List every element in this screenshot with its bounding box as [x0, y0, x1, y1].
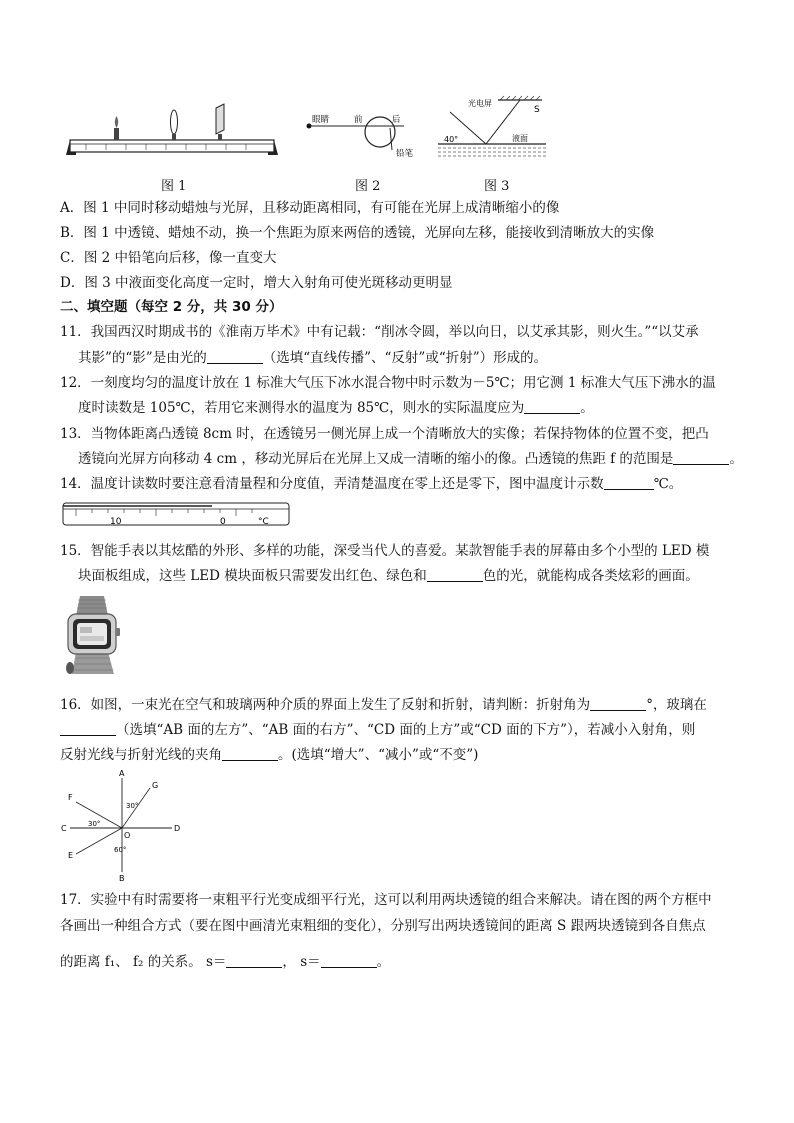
q17-line-1: 17．实验中有时需要将一束粗平行光变成细平行光，这可以利用两块透镜的组合来解决。请在图的两个方框中 — [60, 892, 712, 908]
q17-line-3 — [60, 952, 390, 972]
label-a: A — [119, 769, 125, 778]
q17-blank-1[interactable] — [226, 953, 282, 968]
q14-blank[interactable] — [604, 475, 654, 490]
label-b: B — [119, 874, 125, 882]
scale-label-10: 10 — [110, 517, 122, 527]
q15-blank[interactable] — [427, 567, 483, 582]
q11-line-1: 11．我国西汉时期成书的《淮南万毕术》中有记载：“削冰令圆，举以向日，以艾承其影，则火生。”“以艾承 — [60, 324, 699, 340]
figure-2-pencil-diagram — [300, 112, 430, 160]
q11-text-a: 其影”的“影”是由光的 — [78, 350, 207, 366]
label-s: S — [534, 105, 540, 115]
q17-text-b: ， s＝ — [282, 954, 321, 970]
scale-label-0: 0 — [220, 517, 226, 527]
figure-1-caption: 图 1 — [161, 179, 187, 194]
label-liquid: 液面 — [512, 134, 528, 143]
q16-line-3 — [60, 745, 478, 765]
label-g: G — [152, 781, 159, 790]
q16-blank-1[interactable] — [590, 696, 646, 711]
section-2-title: 二、填空题（每空 2 分，共 30 分） — [60, 299, 283, 315]
q15-line-1: 15．智能手表以其炫酷的外形、多样的功能，深受当代人的喜爱。某款智能手表的屏幕由多个小型的 LED 模 — [60, 543, 710, 559]
q17-blank-2[interactable] — [321, 953, 377, 968]
q13-blank[interactable] — [673, 450, 729, 465]
q13-line-1: 13．当物体距离凸透镜 8cm 时，在透镜另一侧光屏上成一个清晰放大的实像；若保持物体的位置不变，把凸 — [60, 426, 709, 442]
angle-30-left: 30° — [88, 820, 101, 828]
q11-blank[interactable] — [207, 349, 263, 364]
option-b: B．图 1 中透镜、蜡烛不动，换一个焦距为原来两倍的透镜，光屏向左移，能接收到清晰放大的实像 — [60, 225, 655, 241]
label-f: F — [68, 793, 73, 802]
q14-thermometer — [62, 500, 290, 528]
figure-3-caption: 图 3 — [484, 179, 510, 194]
label-front: 前 — [354, 115, 363, 125]
q17-line-2: 各画出一种组合方式（要在图中画清光束粗细的变化），分别写出两块透镜间的距离 S 跟两块透镜到各自焦点 — [60, 918, 706, 934]
q16-reflection-refraction-diagram — [58, 768, 184, 882]
q13-text-a: 透镜向光屏方向移动 4 cm ，移动光屏后在光屏上又成一清晰的缩小的像。凸透镜的焦距 f 的范围是 — [78, 451, 674, 467]
q13-text-b: 。 — [729, 451, 743, 467]
q16-blank-2[interactable] — [60, 721, 116, 736]
scale-unit: °C — [258, 517, 269, 527]
q12-text-b: 。 — [580, 400, 594, 416]
q16-text-d: 反射光线与折射光线的夹角 — [60, 747, 222, 763]
q16-line-1 — [60, 695, 707, 715]
q14-text-a: 14．温度计读数时要注意看清量程和分度值，弄清楚温度在零上还是零下，图中温度计示数 — [60, 476, 604, 492]
figure-1-optical-bench — [66, 100, 278, 162]
smartwatch-image — [60, 594, 126, 678]
q17-text-c: 。 — [376, 954, 391, 970]
label-screen: 光电屏 — [468, 99, 492, 108]
label-o: O — [124, 831, 131, 840]
q13-line-2 — [78, 449, 743, 469]
label-d: D — [174, 824, 181, 833]
label-angle: 40° — [444, 135, 459, 144]
q16-text-b: °，玻璃在 — [646, 697, 707, 713]
figure-3-liquid-surface — [438, 94, 550, 166]
q15-line-2 — [78, 566, 699, 586]
label-eye: 眼睛 — [312, 115, 330, 125]
q12-blank[interactable] — [524, 399, 580, 414]
q12-line-2 — [78, 398, 594, 418]
option-c: C．图 2 中铅笔向后移，像一直变大 — [60, 250, 277, 266]
label-back: 后 — [392, 115, 401, 125]
q14-text-b: ℃。 — [653, 476, 683, 492]
q16-text-c: （选填“AB 面的左方”、“AB 面的右方”、“CD 面的上方”或“CD 面的下方”），若减小入射角，则 — [116, 722, 696, 738]
figure-2-caption: 图 2 — [355, 179, 381, 194]
q15-text-b: 色的光，就能构成各类炫彩的画面。 — [482, 568, 699, 584]
label-c: C — [61, 824, 67, 833]
angle-60-lower: 60° — [114, 846, 127, 854]
q16-text-e: 。(选填“增大”、“减小”或“不变”) — [278, 747, 479, 763]
angle-30-upper: 30° — [126, 802, 139, 810]
q16-blank-3[interactable] — [222, 746, 278, 761]
option-a: A．图 1 中同时移动蜡烛与光屏，且移动距离相同，有可能在光屏上成清晰缩小的像 — [60, 200, 560, 216]
q16-line-2 — [60, 720, 695, 740]
q16-text-a: 16．如图，一束光在空气和玻璃两种介质的界面上发生了反射和折射，请判断：折射角为 — [60, 697, 591, 713]
q11-line-2 — [78, 348, 547, 368]
q11-text-b: （选填“直线传播”、“反射”或“折射”）形成的。 — [262, 350, 548, 366]
option-d: D．图 3 中液面变化高度一定时，增大入射角可使光斑移动更明显 — [60, 275, 453, 291]
label-e: E — [68, 851, 74, 860]
q17-text-a: 的距离 f₁、 f₂ 的关系。 s＝ — [60, 954, 227, 970]
q12-text-a: 度时读数是 105℃，若用它来测得水的温度为 85℃，则水的实际温度应为 — [78, 400, 525, 416]
q15-text-a: 块面板组成，这些 LED 模块面板只需要发出红色、绿色和 — [78, 568, 427, 584]
q12-line-1: 12．一刻度均匀的温度计放在 1 标准大气压下冰水混合物中时示数为－5℃；用它测 1 标准大气压下沸水的温 — [60, 375, 716, 391]
q14-line — [60, 474, 682, 494]
label-pencil: 铅笔 — [396, 149, 414, 159]
